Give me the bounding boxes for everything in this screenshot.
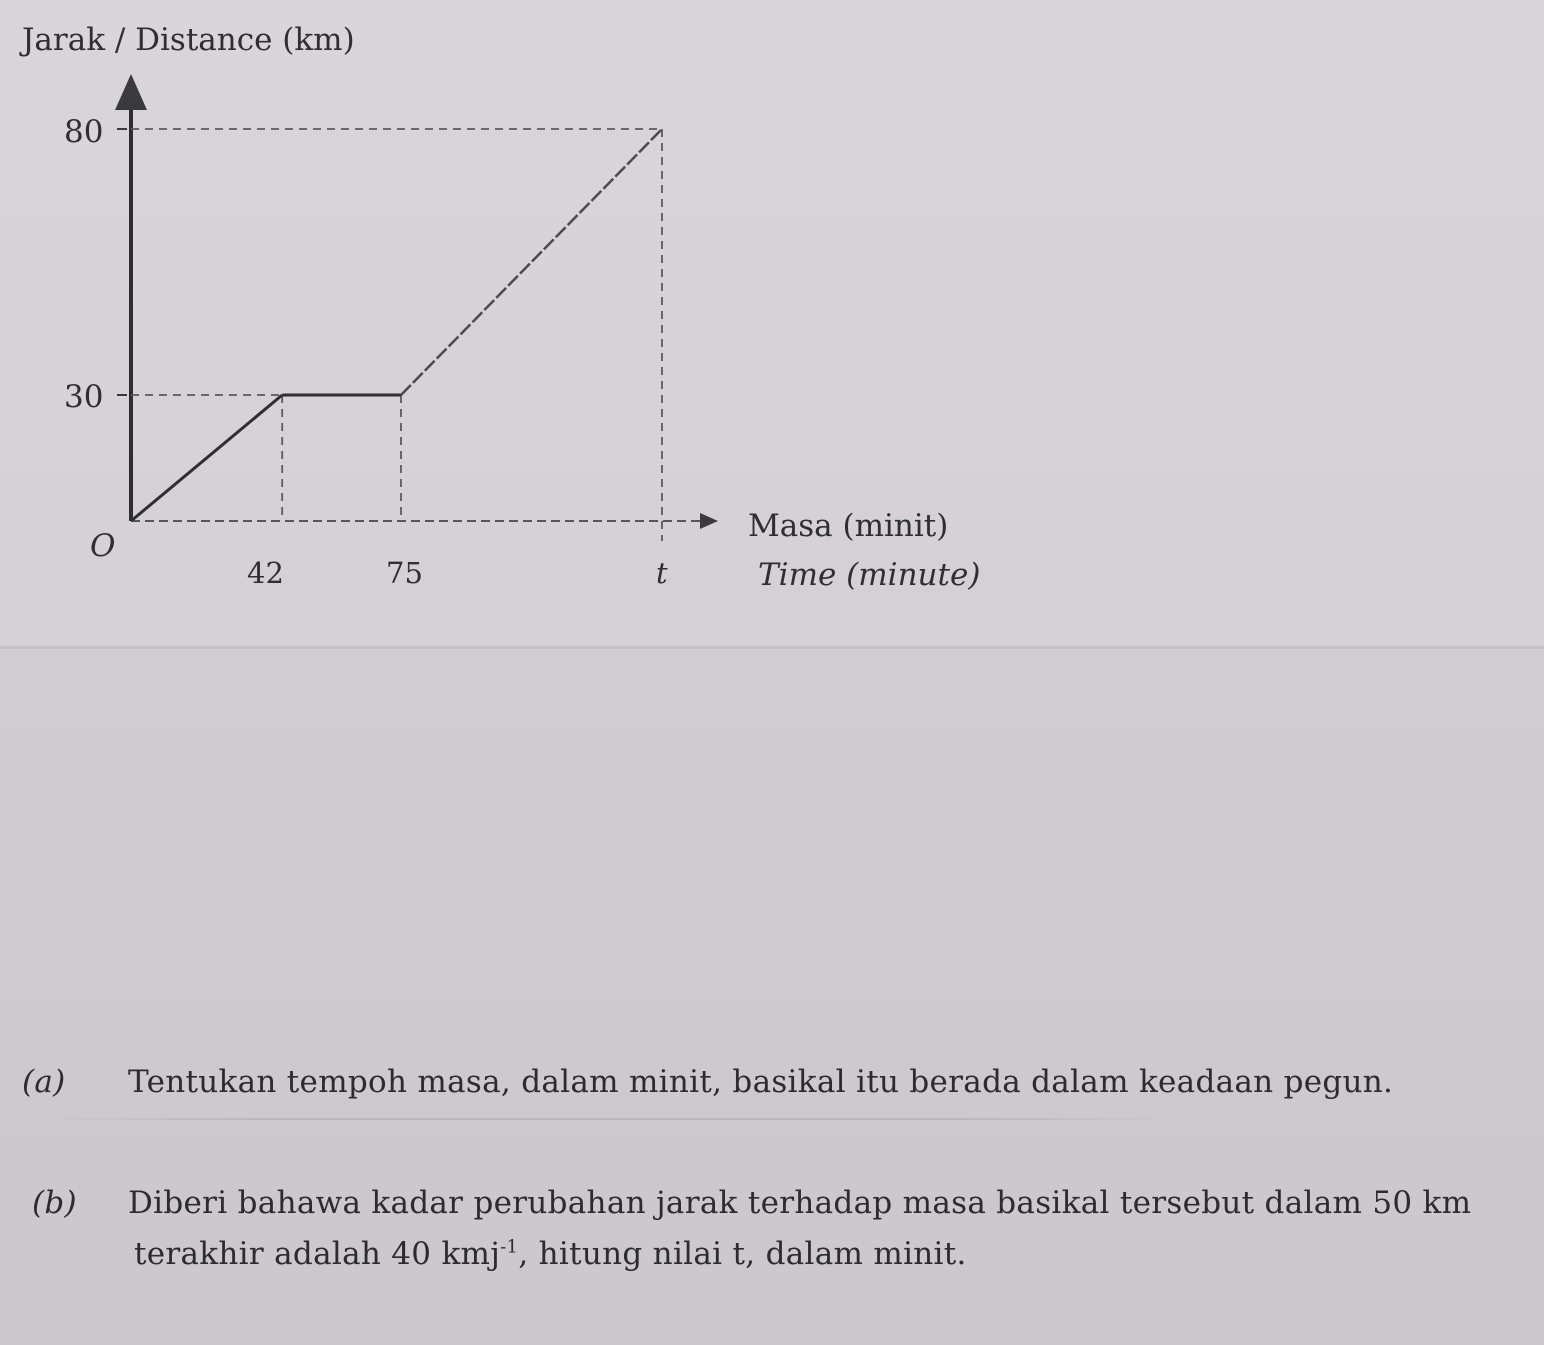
- guide-lines: [131, 129, 662, 541]
- origin-label: O: [90, 528, 116, 564]
- x-tick-label-75: 75: [386, 556, 423, 590]
- segment-final: [401, 129, 662, 395]
- question-b-second-line: [134, 1236, 967, 1272]
- y-tick-label-30: 30: [64, 379, 104, 415]
- x-axis-title-english: Time (minute): [758, 557, 981, 593]
- question-a-label: (a): [22, 1064, 66, 1100]
- question-b-label: (b): [32, 1185, 77, 1221]
- y-tick-label-80: 80: [64, 114, 104, 150]
- question-b-line-2-start: terakhir adalah 40 kmj: [134, 1236, 501, 1272]
- question-a-text: Tentukan tempoh masa, dalam minit, basikal itu berada dalam keadaan pegun.: [128, 1064, 1394, 1100]
- question-b-line-2-end: , hitung nilai t, dalam minit.: [518, 1236, 967, 1272]
- question-b-line-1: Diberi bahawa kadar perubahan jarak terhadap masa basikal tersebut dalam 50 km: [128, 1185, 1472, 1221]
- x-axis-title-malay: Masa (minit): [748, 508, 949, 544]
- x-tick-label-t: t: [656, 556, 668, 590]
- x-tick-label-42: 42: [247, 556, 284, 590]
- segment-accelerate: [131, 395, 282, 521]
- faint-rule: [40, 1118, 1180, 1120]
- y-axis-title: Jarak / Distance (km): [22, 22, 355, 58]
- series-group: [131, 129, 662, 521]
- question-b-line-2-exponent: -1: [500, 1236, 519, 1258]
- distance-time-chart: [0, 0, 1544, 650]
